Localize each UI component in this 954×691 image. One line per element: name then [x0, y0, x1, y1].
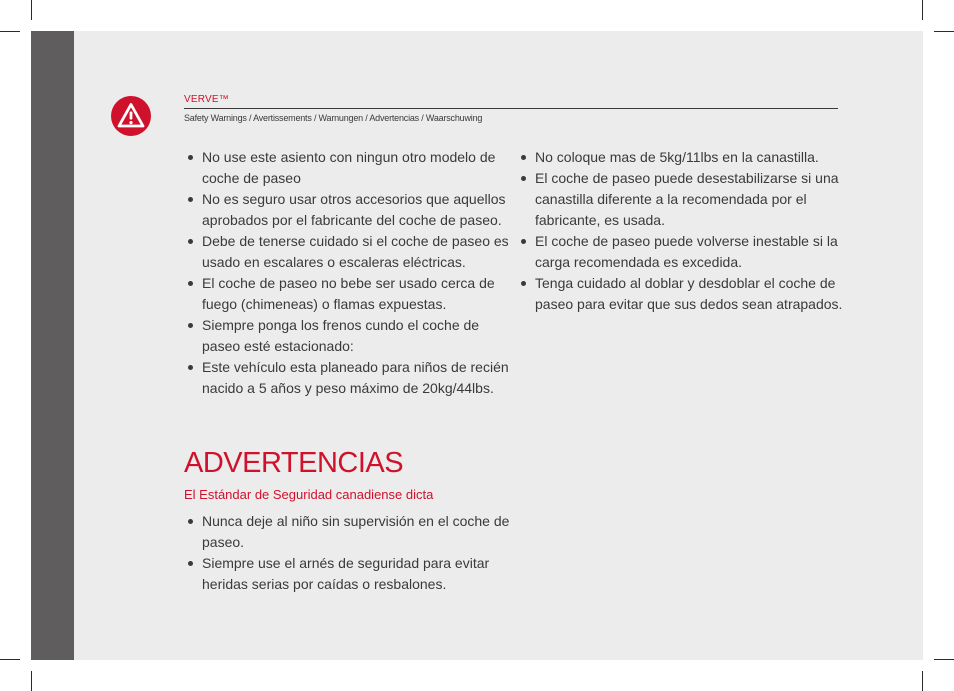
list-item: No use este asiento con ningun otro modelo de coche de paseo [185, 147, 510, 189]
left-warning-list [185, 147, 510, 399]
list-item: Debe de tenerse cuidado si el coche de paseo es usado en escalares o escaleras eléctricas. [185, 231, 510, 273]
brand-name: VERVE™ [184, 94, 229, 105]
crop-mark [922, 0, 923, 20]
list-item: El coche de paseo no bebe ser usado cerca de fuego (chimeneas) o flamas expuestas. [185, 273, 510, 315]
section-heading: ADVERTENCIAS [184, 447, 404, 479]
list-item: No coloque mas de 5kg/11lbs en la canastilla. [518, 147, 843, 168]
list-item: Siempre use el arnés de seguridad para evitar heridas serias por caídas o resbalones. [185, 553, 510, 595]
crop-mark [922, 671, 923, 691]
list-item: Siempre ponga los frenos cundo el coche de paseo esté estacionado: [185, 315, 510, 357]
side-bar [31, 31, 74, 660]
right-warning-list [518, 147, 843, 315]
list-item: El coche de paseo puede desestabilizarse si una canastilla diferente a la recomendada por el fabricante, es usada. [518, 168, 843, 231]
list-item: Tenga cuidado al doblar y desdoblar el coche de paseo para evitar que sus dedos sean atrapados. [518, 273, 843, 315]
crop-mark [0, 659, 20, 660]
list-item: El coche de paseo puede volverse inestable si la carga recomendada es excedida. [518, 231, 843, 273]
section-warning-list [185, 511, 510, 595]
header-subtitle: Safety Warnings / Avertissements / Warnungen / Advertencias / Waarschuwing [184, 113, 483, 123]
section-subheading: El Estándar de Seguridad canadiense dicta [184, 487, 434, 502]
list-item: No es seguro usar otros accesorios que aquellos aprobados por el fabricante del coche de paseo. [185, 189, 510, 231]
warning-triangle-icon [110, 95, 152, 137]
crop-mark [934, 659, 954, 660]
list-item: Nunca deje al niño sin supervisión en el coche de paseo. [185, 511, 510, 553]
list-item: Este vehículo esta planeado para niños de recién nacido a 5 años y peso máximo de 20kg/44lbs. [185, 357, 510, 399]
crop-mark [934, 31, 954, 32]
crop-mark [31, 671, 32, 691]
header-divider [184, 108, 838, 109]
crop-mark [31, 0, 32, 20]
crop-mark [0, 31, 20, 32]
